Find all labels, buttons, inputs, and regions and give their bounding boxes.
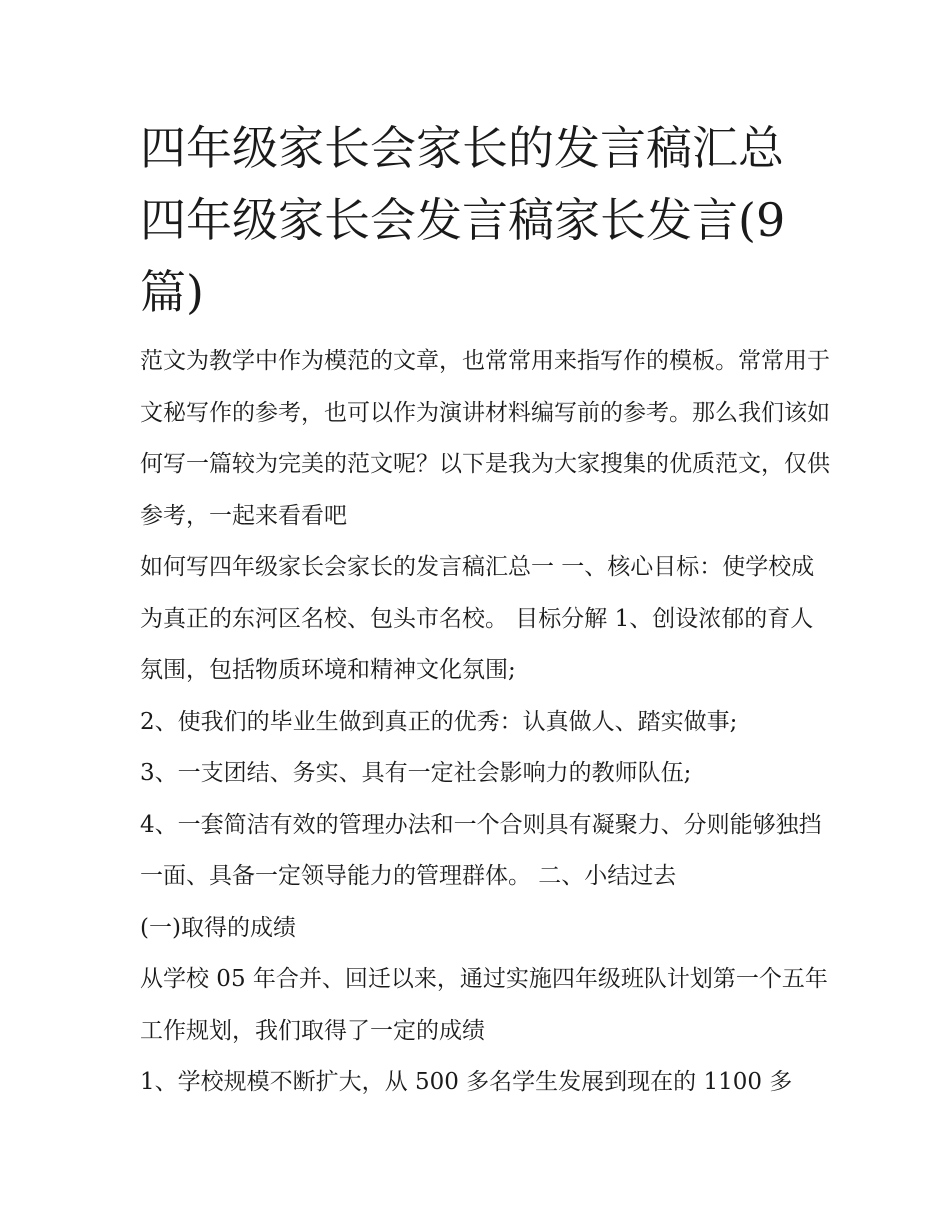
paragraph-item-4: 4、一套简洁有效的管理办法和一个合则具有凝聚力、分则能够独挡一面、具备一定领导能力的管理群体。 二、小结过去 [140, 811, 822, 889]
paragraph-achievements-heading: (一)取得的成绩 [140, 914, 296, 941]
document-content [140, 112, 830, 1109]
paragraph-school-scale: 1、学校规模不断扩大，从 500 多名学生发展到现在的 1100 多 [140, 1069, 793, 1095]
paragraph-core-goal: 如何写四年级家长会家长的发言稿汇总一 一、核心目标：使学校成为真正的东河区名校、包头市名校。 目标分解 1、创设浓郁的育人氛围，包括物质环境和精神文化氛围; [140, 554, 815, 683]
paragraph-item-2: 2、使我们的毕业生做到真正的优秀：认真做人、踏实做事; [140, 708, 738, 735]
paragraph-achievements-intro: 从学校 05 年合并、回迁以来，通过实施四年级班队计划第一个五年工作规划，我们取得了一定的成绩 [140, 966, 828, 1044]
paragraph-intro: 范文为教学中作为模范的文章，也常常用来指写作的模板。常常用于文秘写作的参考，也可以作为演讲材料编写前的参考。那么我们该如何写一篇较为完美的范文呢？以下是我为大家搜集的优质范文，仅供参考，一起来看看吧 [140, 348, 830, 529]
document-title: 四年级家长会家长的发言稿汇总 四年级家长会发言稿家长发言(9篇) [140, 121, 786, 319]
paragraph-item-3: 3、一支团结、务实、具有一定社会影响力的教师队伍; [140, 760, 692, 786]
